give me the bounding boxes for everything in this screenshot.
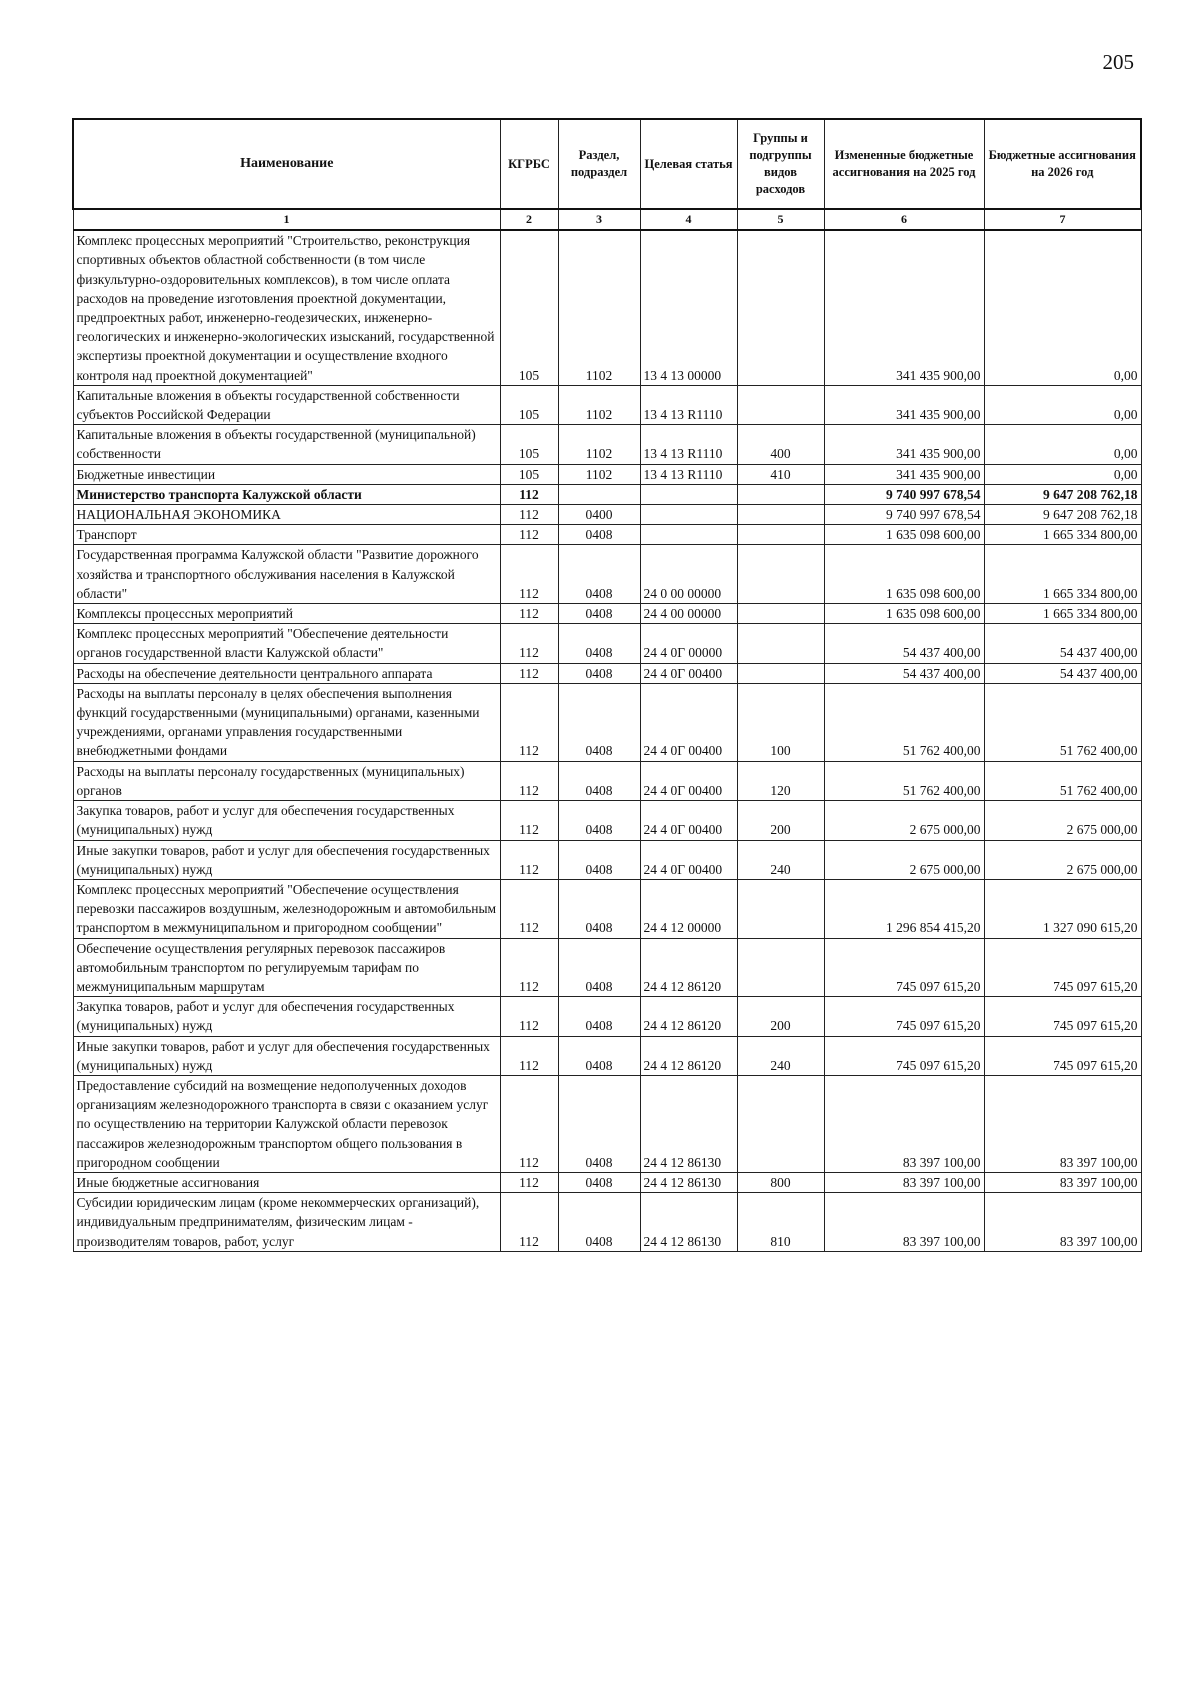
cell-name: Комплекс процессных мероприятий "Обеспечение осуществления перевозки пассажиров воздушным, железнодорожным и автомобильным транспортом в межмуниципальном и пригородном сообщении" <box>73 879 500 938</box>
cell-kgrbs: 112 <box>500 879 558 938</box>
cell-amount-2026: 0,00 <box>984 464 1141 484</box>
table-row <box>73 683 1141 761</box>
cell-group <box>737 663 824 683</box>
cell-name: Расходы на обеспечение деятельности центрального аппарата <box>73 663 500 683</box>
cell-article: 24 4 0Г 00400 <box>640 840 737 879</box>
cell-kgrbs: 112 <box>500 683 558 761</box>
cell-kgrbs: 112 <box>500 545 558 604</box>
cell-kgrbs: 112 <box>500 663 558 683</box>
cell-name: Расходы на выплаты персоналу в целях обеспечения выполнения функций государственными (муниципальными) органами, казенными учреждениями, органами управления государственными внебюджетными фондами <box>73 683 500 761</box>
cell-amount-2026: 1 665 334 800,00 <box>984 604 1141 624</box>
cell-amount-2026: 745 097 615,20 <box>984 938 1141 997</box>
cell-group: 410 <box>737 464 824 484</box>
cell-kgrbs: 112 <box>500 1193 558 1252</box>
cell-group <box>737 385 824 424</box>
cell-amount-2026: 0,00 <box>984 230 1141 385</box>
table-row <box>73 1193 1141 1252</box>
cell-name: Бюджетные инвестиции <box>73 464 500 484</box>
cell-section <box>558 484 640 504</box>
cell-amount-2026: 2 675 000,00 <box>984 801 1141 840</box>
cell-kgrbs: 105 <box>500 425 558 464</box>
cell-amount-2026: 83 397 100,00 <box>984 1172 1141 1192</box>
cell-kgrbs: 112 <box>500 525 558 545</box>
cell-section: 0408 <box>558 545 640 604</box>
cell-name: Обеспечение осуществления регулярных перевозок пассажиров автомобильным транспортом по регулируемым тарифам по межмуниципальным маршрутам <box>73 938 500 997</box>
cell-section: 0408 <box>558 624 640 663</box>
cell-name: Предоставление субсидий на возмещение недополученных доходов организациям железнодорожного транспорта в связи с оказанием услуг по осуществлению на территории Калужской области перевозок пассажиров железнодорожным транспортом общего пользования в пригородном сообщении <box>73 1075 500 1172</box>
cell-amount-2025: 341 435 900,00 <box>824 230 984 385</box>
cell-kgrbs: 112 <box>500 484 558 504</box>
cell-kgrbs: 112 <box>500 624 558 663</box>
column-number: 6 <box>824 209 984 230</box>
cell-amount-2025: 1 635 098 600,00 <box>824 604 984 624</box>
cell-group: 100 <box>737 683 824 761</box>
cell-kgrbs: 105 <box>500 385 558 424</box>
cell-amount-2025: 1 635 098 600,00 <box>824 545 984 604</box>
cell-group <box>737 484 824 504</box>
cell-kgrbs: 112 <box>500 997 558 1036</box>
cell-article: 13 4 13 R1110 <box>640 425 737 464</box>
cell-kgrbs: 105 <box>500 230 558 385</box>
cell-section: 1102 <box>558 230 640 385</box>
cell-amount-2025: 54 437 400,00 <box>824 663 984 683</box>
cell-amount-2025: 83 397 100,00 <box>824 1193 984 1252</box>
cell-section: 0408 <box>558 525 640 545</box>
cell-name: Комплекс процессных мероприятий "Обеспечение деятельности органов государственной власти Калужской области" <box>73 624 500 663</box>
cell-group <box>737 879 824 938</box>
cell-group <box>737 505 824 525</box>
cell-section: 0408 <box>558 761 640 800</box>
cell-group <box>737 624 824 663</box>
cell-amount-2025: 83 397 100,00 <box>824 1075 984 1172</box>
cell-group <box>737 230 824 385</box>
cell-group <box>737 545 824 604</box>
cell-section: 0408 <box>558 938 640 997</box>
cell-name: Иные закупки товаров, работ и услуг для обеспечения государственных (муниципальных) нужд <box>73 1036 500 1075</box>
cell-amount-2026: 9 647 208 762,18 <box>984 484 1141 504</box>
cell-group <box>737 525 824 545</box>
table-row <box>73 938 1141 997</box>
cell-amount-2026: 745 097 615,20 <box>984 1036 1141 1075</box>
cell-name: Иные бюджетные ассигнования <box>73 1172 500 1192</box>
cell-group <box>737 1075 824 1172</box>
cell-group: 800 <box>737 1172 824 1192</box>
cell-kgrbs: 105 <box>500 464 558 484</box>
table-row <box>73 604 1141 624</box>
cell-group: 240 <box>737 840 824 879</box>
cell-section: 0408 <box>558 663 640 683</box>
table-row <box>73 624 1141 663</box>
cell-article: 24 4 12 00000 <box>640 879 737 938</box>
budget-table <box>72 118 1142 1252</box>
cell-kgrbs: 112 <box>500 505 558 525</box>
cell-kgrbs: 112 <box>500 938 558 997</box>
header-amount-2026: Бюджетные ассигнования на 2026 год <box>984 119 1141 209</box>
table-body <box>73 209 1141 1251</box>
table-row <box>73 545 1141 604</box>
table-row <box>73 1036 1141 1075</box>
cell-name: Субсидии юридическим лицам (кроме некоммерческих организаций), индивидуальным предпринимателям, физическим лицам - производителям товаров, работ, услуг <box>73 1193 500 1252</box>
cell-article: 13 4 13 00000 <box>640 230 737 385</box>
cell-group: 240 <box>737 1036 824 1075</box>
cell-amount-2026: 1 665 334 800,00 <box>984 525 1141 545</box>
header-row <box>73 119 1141 209</box>
cell-section: 0408 <box>558 997 640 1036</box>
table-row <box>73 484 1141 504</box>
cell-group <box>737 604 824 624</box>
cell-article: 24 4 12 86130 <box>640 1193 737 1252</box>
cell-name: Комплексы процессных мероприятий <box>73 604 500 624</box>
cell-kgrbs: 112 <box>500 1075 558 1172</box>
cell-name: Закупка товаров, работ и услуг для обеспечения государственных (муниципальных) нужд <box>73 997 500 1036</box>
cell-kgrbs: 112 <box>500 604 558 624</box>
cell-section: 0408 <box>558 1036 640 1075</box>
cell-amount-2026: 51 762 400,00 <box>984 683 1141 761</box>
cell-group: 200 <box>737 997 824 1036</box>
column-number: 3 <box>558 209 640 230</box>
column-number: 5 <box>737 209 824 230</box>
table-row <box>73 464 1141 484</box>
cell-group <box>737 938 824 997</box>
cell-amount-2025: 745 097 615,20 <box>824 938 984 997</box>
cell-amount-2025: 1 296 854 415,20 <box>824 879 984 938</box>
cell-amount-2026: 745 097 615,20 <box>984 997 1141 1036</box>
table-row <box>73 997 1141 1036</box>
cell-section: 0408 <box>558 604 640 624</box>
cell-section: 1102 <box>558 425 640 464</box>
cell-amount-2026: 0,00 <box>984 385 1141 424</box>
cell-amount-2025: 9 740 997 678,54 <box>824 505 984 525</box>
table-row <box>73 525 1141 545</box>
cell-name: Капитальные вложения в объекты государственной собственности субъектов Российской Федерации <box>73 385 500 424</box>
cell-amount-2026: 1 665 334 800,00 <box>984 545 1141 604</box>
cell-amount-2025: 745 097 615,20 <box>824 1036 984 1075</box>
cell-section: 0408 <box>558 1193 640 1252</box>
cell-group: 400 <box>737 425 824 464</box>
cell-article: 24 4 12 86130 <box>640 1172 737 1192</box>
cell-amount-2026: 83 397 100,00 <box>984 1075 1141 1172</box>
header-name: Наименование <box>73 119 500 209</box>
table-row <box>73 879 1141 938</box>
cell-article: 24 4 0Г 00400 <box>640 761 737 800</box>
table-row <box>73 1172 1141 1192</box>
column-number-row <box>73 209 1141 230</box>
cell-amount-2025: 341 435 900,00 <box>824 425 984 464</box>
cell-section: 1102 <box>558 385 640 424</box>
cell-amount-2026: 83 397 100,00 <box>984 1193 1141 1252</box>
cell-section: 1102 <box>558 464 640 484</box>
table-row <box>73 761 1141 800</box>
cell-section: 0408 <box>558 801 640 840</box>
cell-article: 13 4 13 R1110 <box>640 385 737 424</box>
table-row <box>73 385 1141 424</box>
cell-amount-2025: 83 397 100,00 <box>824 1172 984 1192</box>
cell-kgrbs: 112 <box>500 840 558 879</box>
cell-amount-2025: 51 762 400,00 <box>824 761 984 800</box>
cell-article: 24 4 12 86120 <box>640 1036 737 1075</box>
cell-amount-2026: 54 437 400,00 <box>984 663 1141 683</box>
cell-name: Транспорт <box>73 525 500 545</box>
cell-name: Капитальные вложения в объекты государственной (муниципальной) собственности <box>73 425 500 464</box>
cell-article <box>640 525 737 545</box>
cell-amount-2025: 2 675 000,00 <box>824 840 984 879</box>
column-number: 2 <box>500 209 558 230</box>
cell-group: 200 <box>737 801 824 840</box>
table-row <box>73 505 1141 525</box>
cell-article: 24 4 12 86120 <box>640 997 737 1036</box>
column-number: 7 <box>984 209 1141 230</box>
header-kgrbs: КГРБС <box>500 119 558 209</box>
cell-section: 0408 <box>558 1075 640 1172</box>
cell-amount-2025: 341 435 900,00 <box>824 385 984 424</box>
cell-amount-2025: 1 635 098 600,00 <box>824 525 984 545</box>
table-row <box>73 1075 1141 1172</box>
cell-article: 24 4 00 00000 <box>640 604 737 624</box>
cell-article <box>640 505 737 525</box>
cell-amount-2026: 9 647 208 762,18 <box>984 505 1141 525</box>
table-row <box>73 663 1141 683</box>
cell-amount-2025: 341 435 900,00 <box>824 464 984 484</box>
cell-section: 0408 <box>558 1172 640 1192</box>
header-amount-2025: Измененные бюджетные ассигнования на 2025 год <box>824 119 984 209</box>
cell-name: НАЦИОНАЛЬНАЯ ЭКОНОМИКА <box>73 505 500 525</box>
cell-kgrbs: 112 <box>500 1172 558 1192</box>
cell-amount-2026: 2 675 000,00 <box>984 840 1141 879</box>
table-row <box>73 425 1141 464</box>
table-row <box>73 230 1141 385</box>
cell-article: 24 4 12 86130 <box>640 1075 737 1172</box>
column-number: 4 <box>640 209 737 230</box>
cell-amount-2025: 51 762 400,00 <box>824 683 984 761</box>
cell-kgrbs: 112 <box>500 801 558 840</box>
cell-name: Расходы на выплаты персоналу государственных (муниципальных) органов <box>73 761 500 800</box>
header-article: Целевая статья <box>640 119 737 209</box>
cell-article: 24 0 00 00000 <box>640 545 737 604</box>
cell-section: 0400 <box>558 505 640 525</box>
cell-article: 24 4 0Г 00400 <box>640 801 737 840</box>
page-number: 205 <box>1102 50 1134 74</box>
cell-group: 120 <box>737 761 824 800</box>
cell-section: 0408 <box>558 879 640 938</box>
cell-amount-2025: 9 740 997 678,54 <box>824 484 984 504</box>
cell-name: Закупка товаров, работ и услуг для обеспечения государственных (муниципальных) нужд <box>73 801 500 840</box>
cell-article: 24 4 0Г 00000 <box>640 624 737 663</box>
header-section: Раздел, подраздел <box>558 119 640 209</box>
cell-kgrbs: 112 <box>500 761 558 800</box>
table-row <box>73 801 1141 840</box>
cell-amount-2026: 1 327 090 615,20 <box>984 879 1141 938</box>
cell-name: Иные закупки товаров, работ и услуг для обеспечения государственных (муниципальных) нужд <box>73 840 500 879</box>
cell-article <box>640 484 737 504</box>
cell-amount-2025: 745 097 615,20 <box>824 997 984 1036</box>
cell-name: Государственная программа Калужской области "Развитие дорожного хозяйства и транспортного обслуживания населения в Калужской области" <box>73 545 500 604</box>
cell-amount-2026: 0,00 <box>984 425 1141 464</box>
table-row <box>73 840 1141 879</box>
cell-article: 24 4 0Г 00400 <box>640 683 737 761</box>
cell-name: Министерство транспорта Калужской области <box>73 484 500 504</box>
cell-amount-2026: 51 762 400,00 <box>984 761 1141 800</box>
cell-article: 13 4 13 R1110 <box>640 464 737 484</box>
column-number: 1 <box>73 209 500 230</box>
header-group: Группы и подгруппы видов расходов <box>737 119 824 209</box>
cell-amount-2025: 2 675 000,00 <box>824 801 984 840</box>
cell-section: 0408 <box>558 840 640 879</box>
cell-kgrbs: 112 <box>500 1036 558 1075</box>
cell-name: Комплекс процессных мероприятий "Строительство, реконструкция спортивных объектов областной собственности (в том числе физкультурно-оздоровительных комплексов), в том числе оплата расходов на проведение изготовления проектной документации, предпроектных работ, инженерно-геодезических, инженерно-геологических и инженерно-экологических изысканий, государственной экспертизы проектной документации и осуществление входного контроля над проектной документацией" <box>73 230 500 385</box>
cell-amount-2026: 54 437 400,00 <box>984 624 1141 663</box>
cell-section: 0408 <box>558 683 640 761</box>
cell-article: 24 4 0Г 00400 <box>640 663 737 683</box>
cell-group: 810 <box>737 1193 824 1252</box>
cell-article: 24 4 12 86120 <box>640 938 737 997</box>
cell-amount-2025: 54 437 400,00 <box>824 624 984 663</box>
